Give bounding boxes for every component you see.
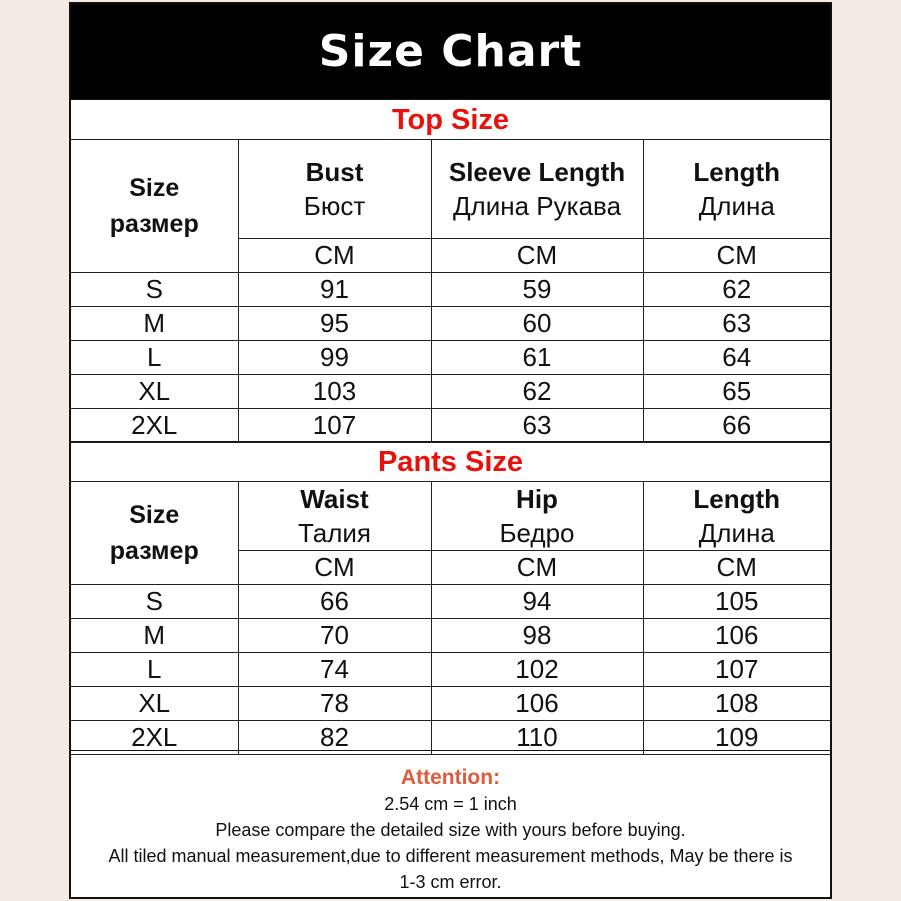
table-row xyxy=(71,653,830,687)
column-header-ru: Бюст xyxy=(303,191,366,221)
unit-cell: CM xyxy=(238,551,431,585)
pants-size-title: Pants Size xyxy=(71,441,830,481)
size-cell: S xyxy=(71,273,238,307)
attention-heading: Attention: xyxy=(400,766,501,789)
value-cell: 99 xyxy=(238,341,431,375)
column-header-ru: Длина xyxy=(698,518,775,548)
column-header xyxy=(238,482,431,551)
value-cell: 74 xyxy=(238,653,431,687)
value-cell: 102 xyxy=(431,653,643,687)
column-header-en: Sleeve Length xyxy=(448,157,626,187)
size-cell: S xyxy=(71,585,238,619)
value-cell: 110 xyxy=(431,721,643,755)
value-cell: 95 xyxy=(238,307,431,341)
value-cell: 109 xyxy=(643,721,830,755)
page-title: Size Chart xyxy=(318,26,583,77)
table-row xyxy=(71,307,830,341)
column-header-ru: Бедро xyxy=(499,518,575,548)
size-cell: 2XL xyxy=(71,721,238,755)
value-cell: 91 xyxy=(238,273,431,307)
value-cell: 94 xyxy=(431,585,643,619)
column-header-en: Hip xyxy=(516,484,558,514)
unit-cell: CM xyxy=(643,551,830,585)
note-line: Please compare the detailed size with yours before buying. xyxy=(215,820,686,840)
column-header xyxy=(643,482,830,551)
value-cell: 62 xyxy=(643,273,830,307)
note-line: 2.54 cm = 1 inch xyxy=(384,794,517,814)
value-cell: 98 xyxy=(431,619,643,653)
unit-cell: CM xyxy=(431,239,643,273)
column-header-en: Bust xyxy=(305,157,364,187)
value-cell: 108 xyxy=(643,687,830,721)
value-cell: 59 xyxy=(431,273,643,307)
value-cell: 66 xyxy=(238,585,431,619)
size-header-ru: размер xyxy=(109,537,199,565)
value-cell: 65 xyxy=(643,375,830,409)
top-size-table xyxy=(71,139,830,443)
title-bar xyxy=(71,4,830,99)
value-cell: 60 xyxy=(431,307,643,341)
size-cell: M xyxy=(71,307,238,341)
size-header-ru: размер xyxy=(109,210,199,238)
column-header xyxy=(431,482,643,551)
column-header-en: Length xyxy=(693,157,781,187)
value-cell: 105 xyxy=(643,585,830,619)
value-cell: 66 xyxy=(643,409,830,443)
column-header xyxy=(643,140,830,239)
table-row xyxy=(71,619,830,653)
value-cell: 62 xyxy=(431,375,643,409)
note-line: 1-3 cm error. xyxy=(399,872,502,892)
table-row xyxy=(71,341,830,375)
size-chart-sheet xyxy=(69,2,832,899)
value-cell: 78 xyxy=(238,687,431,721)
size-header-cell xyxy=(71,482,238,585)
note-line: All tiled manual measurement,due to different measurement methods, May be there is xyxy=(108,846,793,866)
size-cell: XL xyxy=(71,687,238,721)
column-header xyxy=(431,140,643,239)
table-row xyxy=(71,687,830,721)
unit-cell: CM xyxy=(431,551,643,585)
value-cell: 63 xyxy=(643,307,830,341)
top-size-title: Top Size xyxy=(71,99,830,139)
value-cell: 64 xyxy=(643,341,830,375)
column-header-ru: Длина xyxy=(698,191,775,221)
unit-cell: CM xyxy=(643,239,830,273)
value-cell: 106 xyxy=(431,687,643,721)
pants-size-table xyxy=(71,481,830,755)
value-cell: 106 xyxy=(643,619,830,653)
attention-notes xyxy=(71,750,830,897)
size-cell: XL xyxy=(71,375,238,409)
size-cell: L xyxy=(71,653,238,687)
value-cell: 61 xyxy=(431,341,643,375)
value-cell: 107 xyxy=(238,409,431,443)
value-cell: 63 xyxy=(431,409,643,443)
size-header-cell xyxy=(71,140,238,273)
size-header-en: Size xyxy=(129,174,180,202)
table-row xyxy=(71,409,830,443)
column-header-en: Waist xyxy=(300,484,369,514)
table-row xyxy=(71,585,830,619)
unit-cell: CM xyxy=(238,239,431,273)
value-cell: 103 xyxy=(238,375,431,409)
column-header-ru: Талия xyxy=(298,518,371,548)
size-cell: M xyxy=(71,619,238,653)
value-cell: 70 xyxy=(238,619,431,653)
column-header-en: Length xyxy=(693,484,781,514)
table-row xyxy=(71,375,830,409)
table-row xyxy=(71,273,830,307)
size-cell: 2XL xyxy=(71,409,238,443)
size-header-en: Size xyxy=(129,501,180,529)
size-cell: L xyxy=(71,341,238,375)
column-header xyxy=(238,140,431,239)
value-cell: 107 xyxy=(643,653,830,687)
value-cell: 82 xyxy=(238,721,431,755)
column-header-ru: Длина Рукава xyxy=(452,191,622,221)
